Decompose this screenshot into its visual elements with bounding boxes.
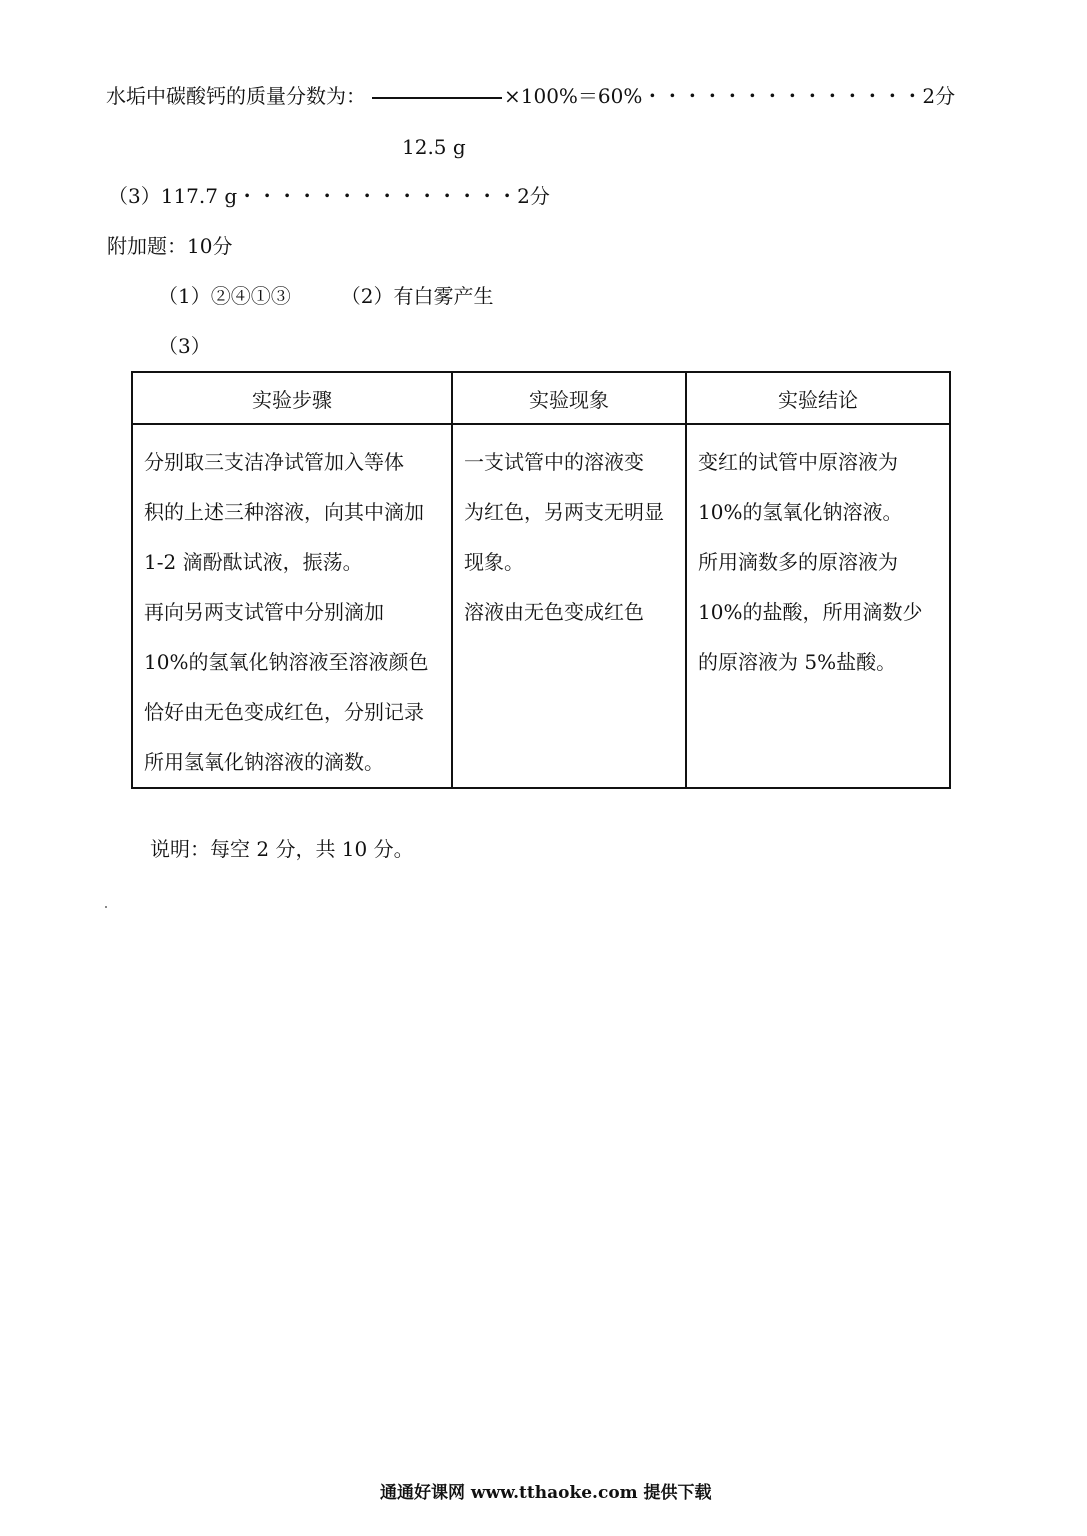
table-row: [132, 424, 950, 788]
phenomena-line: 为红色，另两支无明显: [464, 500, 664, 524]
answer-part-3: （3）117.7 g・・・・・・・・・・・・・・2分: [108, 184, 550, 208]
conclusion-line: 10%的盐酸，所用滴数少: [698, 600, 923, 624]
bonus-answers-1-2: [158, 284, 493, 308]
header-steps: 实验步骤: [132, 372, 452, 424]
bonus-title: 附加题：10分: [107, 234, 233, 258]
conclusion-line: 所用滴数多的原溶液为: [698, 550, 898, 574]
scoring-note: 说明：每空 2 分，共 10 分。: [150, 837, 414, 861]
bonus-answer-3-label: （3）: [158, 334, 211, 358]
table-header-row: [132, 372, 950, 424]
steps-line: 10%的氢氧化钠溶液至溶液颜色: [144, 650, 429, 674]
steps-line: 1-2 滴酚酞试液，振荡。: [144, 550, 363, 574]
bonus-answer-2: （2）有白雾产生: [340, 284, 494, 308]
footer-source: 通通好课网 www.tthaoke.com 提供下载: [380, 1483, 712, 1503]
steps-line: 积的上述三种溶液，向其中滴加: [144, 500, 424, 524]
header-conclusion: 实验结论: [686, 372, 950, 424]
steps-cell: [132, 424, 452, 788]
steps-line: 所用氢氧化钠溶液的滴数。: [144, 750, 384, 774]
conclusion-cell: [686, 424, 950, 788]
phenomena-line: 现象。: [464, 550, 524, 574]
conclusion-line: 10%的氢氧化钠溶液。: [698, 500, 903, 524]
steps-line: 分别取三支洁净试管加入等体: [144, 450, 404, 474]
phenomena-line: 溶液由无色变成红色: [464, 600, 644, 624]
experiment-table: [131, 371, 951, 789]
fraction-tail: ×100%＝60%・・・・・・・・・・・・・・2分: [504, 84, 956, 108]
phenomena-line: 一支试管中的溶液变: [464, 450, 644, 474]
phenomena-cell: [452, 424, 686, 788]
steps-line: 再向另两支试管中分别滴加: [144, 600, 384, 624]
fraction-line: [106, 84, 955, 108]
header-phenomena: 实验现象: [452, 372, 686, 424]
fraction-bar: [372, 97, 502, 99]
conclusion-line: 变红的试管中原溶液为: [698, 450, 898, 474]
steps-line: 恰好由无色变成红色，分别记录: [144, 700, 424, 724]
conclusion-line: 的原溶液为 5%盐酸。: [698, 650, 897, 674]
fraction-denominator: 12.5 g: [402, 135, 466, 159]
stray-mark: [105, 906, 107, 908]
bonus-answer-1: （1）②④①③: [158, 284, 291, 308]
fraction-label: 水垢中碳酸钙的质量分数为：: [106, 84, 366, 108]
